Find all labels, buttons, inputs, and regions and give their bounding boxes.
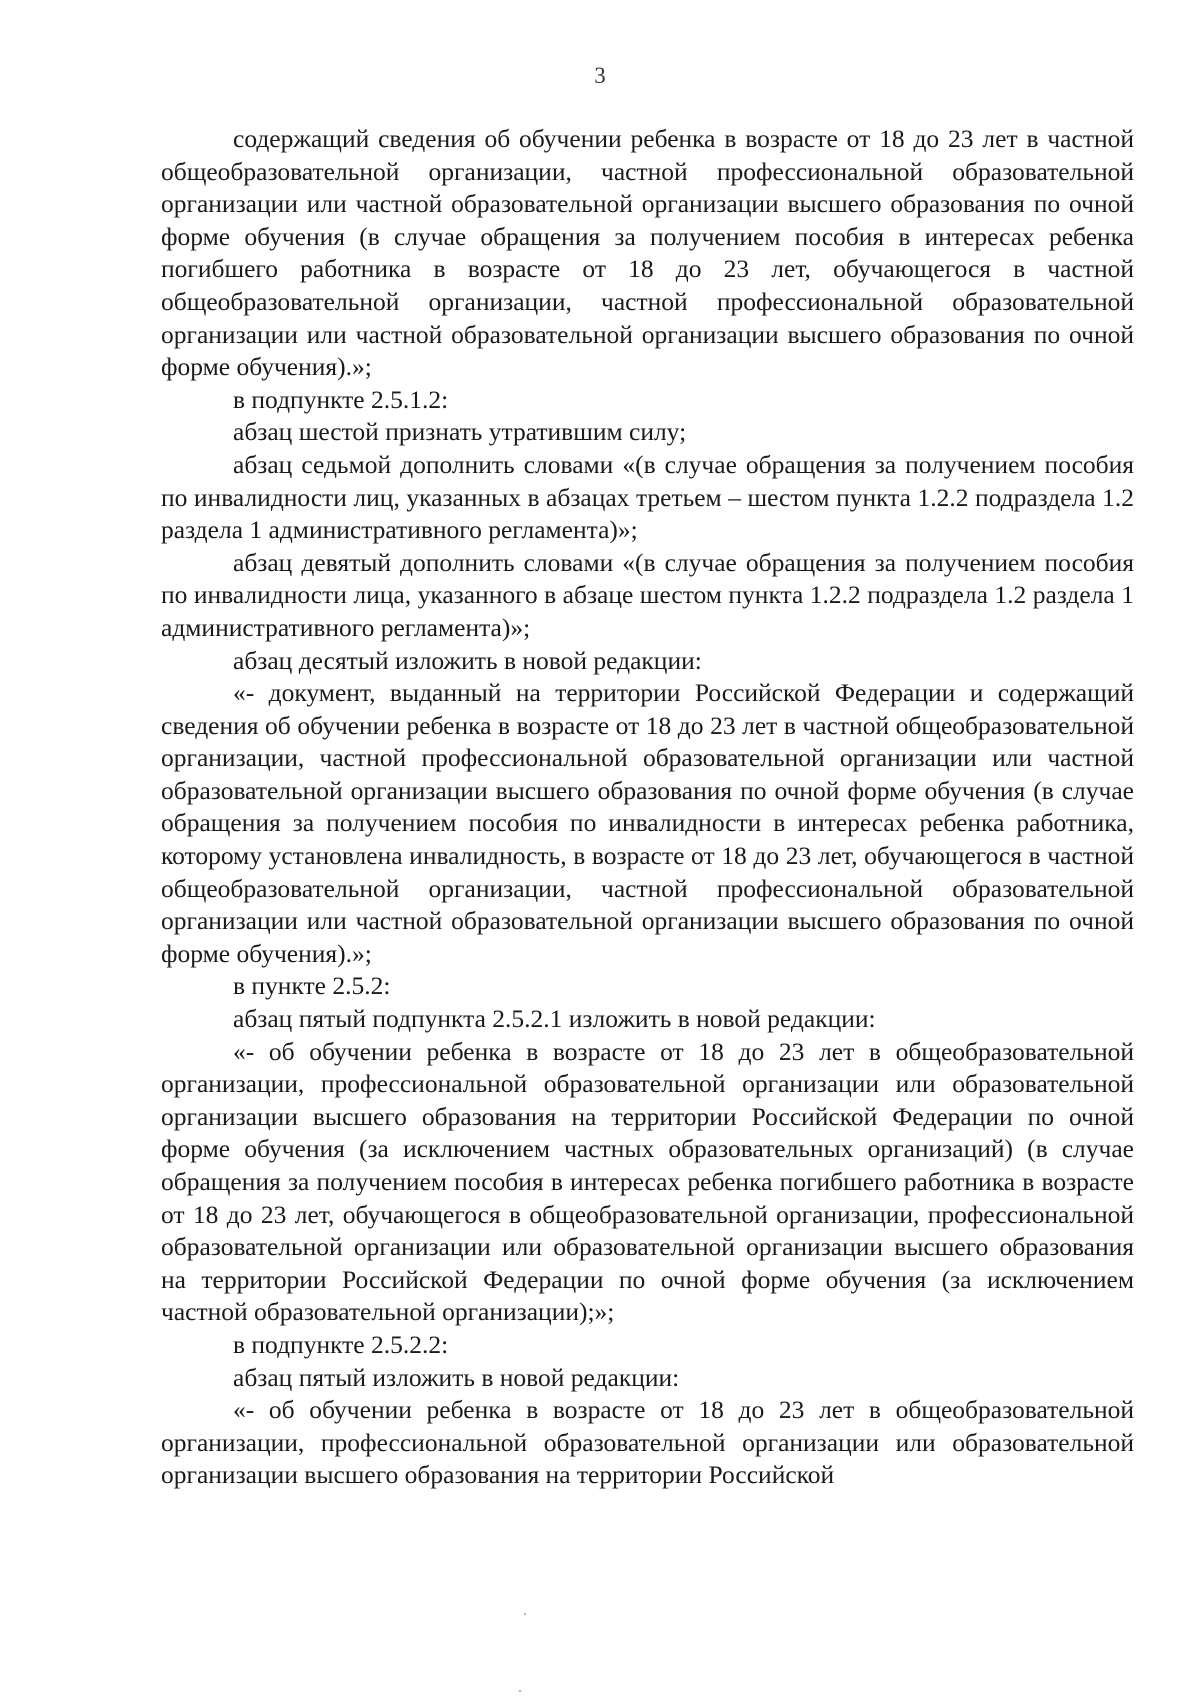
paragraph-12: абзац пятый изложить в новой редакции: [233,1362,680,1392]
paragraph-5: абзац девятый дополнить словами «(в случае обращения за получением пособия по инвалидности лица, указанного в абзаце шестом пункта 1.2.2 подраздела 1.2 раздела 1 административного регламента)»; [161,547,1134,642]
paragraph-8: в пункте 2.5.2: [233,971,391,1001]
paragraph-13: «- об обучении ребенка в возрасте от 18 до 23 лет в общеобразовательной организации, профессиональной образовательной организации или образовательной организации высшего образования на территории Российской [161,1395,1134,1490]
document-body [161,123,1134,1492]
paragraph-2: в подпункте 2.5.1.2: [233,384,449,414]
scan-speck [519,1690,521,1692]
scan-speck [524,1613,526,1615]
paragraph-4: абзац седьмой дополнить словами «(в случае обращения за получением пособия по инвалидности лиц, указанных в абзацах третьем – шестом пункта 1.2.2 подраздела 1.2 раздела 1 административного регламента)»; [161,449,1134,545]
paragraph-1: содержащий сведения об обучении ребенка в возрасте от 18 до 23 лет в частной общеобразовательной организации, частной профессиональной образовательной организации или частной образовательной организации высшего образования по очной форме обучения (в случае обращения за получением пособия в интересах ребенка погибшего работника в возрасте от 18 до 23 лет, обучающегося в частной общеобразовательной организации, частной профессиональной образовательной организации или частной образовательной организации высшего образования по очной форме обучения).»; [161,124,1134,382]
paragraph-9: абзац пятый подпункта 2.5.2.1 изложить в новой редакции: [233,1004,876,1034]
paragraph-7: «- документ, выданный на территории Российской Федерации и содержащий сведения об обучении ребенка в возрасте от 18 до 23 лет в частной общеобразовательной организации, частной профессиональной образовательной организации или частной образовательной организации высшего образования по очной форме обучения (в случае обращения за получением пособия по инвалидности в интересах ребенка работника, которому установлена инвалидность, в возрасте от 18 до 23 лет, обучающегося в частной общеобразовательной организации, частной профессиональной образовательной организации или частной образовательной организации высшего образования по очной форме обучения).»; [161,678,1134,968]
paragraph-10: «- об обучении ребенка в возрасте от 18 до 23 лет в общеобразовательной организации, профессиональной образовательной организации или образовательной организации высшего образования на территории Российской Федерации по очной форме обучения (за исключением частных образовательных организаций) (в случае обращения за получением пособия в интересах ребенка погибшего работника в возрасте от 18 до 23 лет, обучающегося в общеобразовательной организации, профессиональной образовательной организации или образовательной организации высшего образования на территории Российской Федерации по очной форме обучения (за исключением частной образовательной организации);»; [161,1036,1134,1327]
paragraph-6: абзац десятый изложить в новой редакции: [233,645,702,675]
paragraph-11: в подпункте 2.5.2.2: [233,1329,449,1359]
paragraph-3: абзац шестой признать утратившим силу; [233,417,687,447]
page-number: 3 [594,63,606,88]
